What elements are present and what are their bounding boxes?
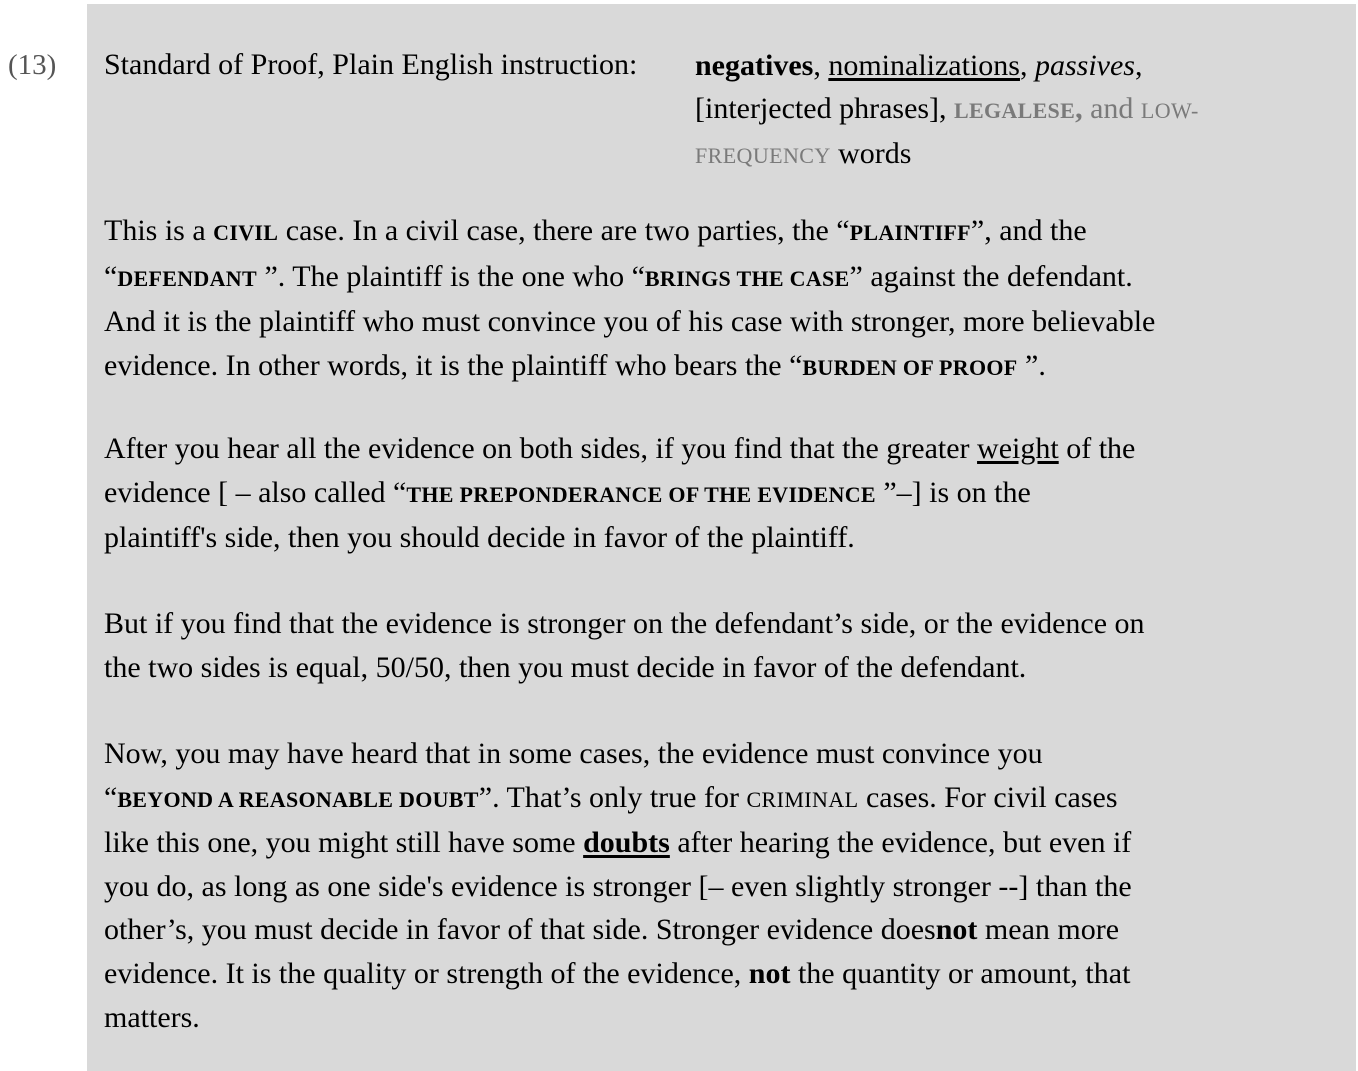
legend-separator: , <box>813 49 829 82</box>
paragraph-reasonable-doubt <box>104 732 1304 1039</box>
legend <box>695 44 1295 177</box>
legend-legalese: LEGALESE <box>954 98 1076 123</box>
text: case. In a civil case, there are two parties, the “ <box>278 214 850 247</box>
text: of the <box>1058 432 1136 465</box>
text: evidence. It is the quality or strength of the evidence, <box>104 956 749 990</box>
legalese-term: BEYOND A REASONABLE DOUBT <box>117 786 479 812</box>
text: mean more <box>977 913 1120 947</box>
legend-nominalizations: nominalizations <box>828 49 1020 82</box>
text-line: you do, as long as one side's evidence is stronger [– even slightly stronger --] than the <box>104 869 1132 903</box>
instruction-title: Standard of Proof, Plain English instruction: <box>104 48 638 81</box>
paragraph-civil-case <box>104 209 1304 389</box>
legend-frequency: FREQUENCY <box>695 143 831 168</box>
text-line: But if you find that the evidence is stronger on the defendant’s side, or the evidence on <box>104 607 1145 640</box>
text: after hearing the evidence, but even if <box>669 826 1132 860</box>
legalese-term: BURDEN OF PROOF <box>802 354 1018 380</box>
text: “ <box>104 259 118 293</box>
legalese-term: CIVIL <box>213 220 279 245</box>
legend-separator: , <box>1075 92 1083 125</box>
text: This is a <box>104 214 214 247</box>
legalese-term: THE PREPONDERANCE OF THE EVIDENCE <box>406 481 876 507</box>
legend-interjected: [interjected phrases], <box>695 92 947 125</box>
text-line: matters. <box>104 1000 200 1034</box>
text: the quantity or amount, that <box>790 956 1131 990</box>
legend-separator: , <box>1134 49 1143 82</box>
text: After you hear all the evidence on both sides, if you find that the greater <box>104 432 978 465</box>
text-line: Now, you may have heard that in some cases, the evidence must convince you <box>104 737 1043 770</box>
nominalization-term: weight <box>977 432 1059 465</box>
text: ” against the defendant. <box>849 259 1133 293</box>
text: “ <box>104 780 118 814</box>
negative-nominalization-term: doubts <box>583 826 670 860</box>
legalese-term: DEFENDANT <box>117 265 257 291</box>
text-line: the two sides is equal, 50/50, then you must decide in favor of the defendant. <box>104 650 1027 684</box>
paragraph-defendant <box>104 602 1304 689</box>
text: ”–] is on the <box>875 475 1031 509</box>
text-line: plaintiff's side, then you should decide in favor of the plaintiff. <box>104 521 855 555</box>
legend-passives: passives <box>1034 49 1135 82</box>
text-line: And it is the plaintiff who must convince you of his case with stronger, more believable <box>104 305 1156 339</box>
negative-term: not <box>748 956 791 990</box>
legend-negatives: negatives <box>695 49 814 82</box>
text: other’s, you must decide in favor of that side. Stronger evidence does <box>104 913 936 947</box>
text: cases. For civil cases <box>858 780 1118 814</box>
text: ”, and the <box>970 214 1087 247</box>
text: ”. <box>1017 348 1046 382</box>
legend-and: and <box>1082 92 1141 125</box>
paragraph-preponderance <box>104 427 1304 560</box>
legalese-term: PLAINTIFF <box>849 220 971 245</box>
text: evidence. In other words, it is the plaintiff who bears the “ <box>104 348 803 382</box>
legend-separator: , <box>1019 49 1035 82</box>
legend-low: LOW- <box>1140 98 1199 123</box>
example-number: (13) <box>8 49 57 81</box>
text: evidence [ – also called “ <box>104 475 407 509</box>
instruction-panel <box>87 4 1356 1071</box>
text: ”. That’s only true for <box>478 780 747 814</box>
low-frequency-term: CRIMINAL <box>746 786 859 812</box>
negative-term: not <box>935 913 978 947</box>
legalese-term: BRINGS THE CASE <box>644 265 850 291</box>
text: like this one, you might still have some <box>104 826 584 860</box>
legend-words: words <box>830 137 912 170</box>
text: ”. The plaintiff is the one who “ <box>256 259 645 293</box>
